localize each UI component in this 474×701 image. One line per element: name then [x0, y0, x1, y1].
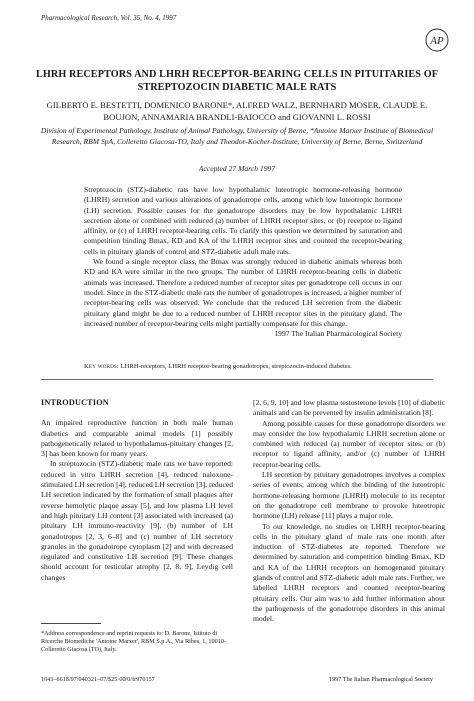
intro-paragraph-3: [2, 6, 9, 10] and low plasma testosterone levels [10] of diabetic animals and can be prevented by insulin administration [8]. [253, 398, 445, 418]
abstract-paragraph-2: We found a single receptor class, the Bmax was strongly reduced in diabetic animals whereas both KD and KA were similar in the two groups. The number of LHRH receptor-bearing cells in diabetic animals was increased. Therefore a reduced number of receptor sites per gonadotrope cell occurs in our model. Since in the STZ-diabetic male rats the number of gonadotropes is increased, a higher number of receptor-bearing cells was observed. We conclude that the reduced LH secretion from the diabetic pituitary gland might be due to a reduced number of LHRH receptor sites in the pituitary gland. The increased number of receptor-bearing cells might partially compensate for this change. [84, 257, 402, 328]
intro-paragraph-5: LH secretion by pituitary gonadotropes involves a complex series of events, among which the binding of the luteotropic hormone-releasing hormone (LHRH) molecule to its receptor on the gonadotrope cell membrane to provoke luteotropic hormone (LH) release [11] plays a major role. [253, 470, 445, 521]
publisher-logo-icon [425, 28, 449, 52]
keywords-label: Key words: [84, 363, 119, 370]
introduction-heading: INTRODUCTION [41, 398, 109, 407]
abstract-copyright: 1997 The Italian Pharmacological Society [274, 329, 402, 339]
intro-paragraph-4: Among possible causes for these gonadotrope disorders we may consider the low hypothalamic LHRH secretion alone or combined with reduced (a) number of receptor sites, or (b) receptor to ligand affinity, and/or (c) number of LHRH receptor-bearing cells. [253, 418, 445, 469]
intro-paragraph-6: To our knowledge, no studies on LHRH receptor-bearing cells in the pituitary gland of male rats one month after induction of STZ-diabetes are reported. Therefore we determined by saturation and competition binding Bmax, KD and KA of the LHRH receptors on homogenated pituitary glands of control and STZ-diabetic adult male rats. Further, we labelled LHRH receptors and counted receptor-bearing pituitary cells. Our aim was to add further information about the pathogenesis of the gonadotrope disorders in this animal model. [253, 521, 445, 624]
footer-code: 1043–6618/97/040321–07/$25·00/0/fr970157 [41, 676, 155, 683]
author-list: GILBERTO E. BESTETTI, DOMENICO BARONE*, ALFRED WALZ, BERNHARD MOSER, CLAUDE E. BOUJON, ANNAMARIA BRANDLI-BAIOCCO and GIOVANNI L. ROSSI [46, 100, 428, 122]
abstract [84, 185, 402, 339]
intro-paragraph-1: An impaired reproductive function in both male human diabetics and comparable animal models [1] possibly pathogenetically related to hypothalamus-pituitary changes [2, 3] has been known for many years. [41, 418, 233, 459]
page-footer [41, 676, 433, 683]
section-divider [41, 379, 433, 380]
left-column [41, 398, 233, 583]
right-column [253, 398, 445, 625]
svg-text:AP: AP [430, 35, 444, 47]
keywords [84, 362, 402, 371]
abstract-paragraph-1: Streptozocin (STZ)-diabetic rats have low hypothalamic luteotropic hormone-releasing hormone (LHRH) secretion and various alterations of gonadotrope cells, among which low luteotropic hormone (LH) secretion. Possible causes for the gonadotrope disorders may be low hypothalamic LHRH secretion alone or combined with reduced (a) number of LHRH receptor sites, or (b) receptor to ligand affinity, or (c) of LHRH receptor-bearing cells. To clarify this question we determined by saturation and competition binding Bmax, KD and KA of the LHRH receptor sites and counted the receptor-bearing cells in pituitary glands of control and STZ-diabetic adult male rats. [84, 185, 402, 256]
footnote-divider [41, 623, 101, 624]
affiliations: Division of Experimental Pathology, Institute of Animal Pathology, University of Berne, *Antoine Marxer Institute of Biomedical Research, RBM SpA, Colleretto Giacosa-TO, Italy and Theodor-Kocher-Institute, University of Berne, Berne, Switzerland [40, 126, 434, 146]
keywords-text: LHRH-receptors, LHRH receptor-bearing gonadotropes, streptozocin-induced diabetes. [120, 363, 352, 370]
journal-citation: Pharmacological Research, Vol. 35, No. 4, 1997 [41, 14, 177, 22]
article-title: LHRH RECEPTORS AND LHRH RECEPTOR-BEARING CELLS IN PITUITARIES OF STREPTOZOCIN DIABETIC MALE RATS [35, 69, 439, 93]
intro-paragraph-2: In streptozocin (STZ)-diabetic male rats we have reported: reduced in vitro LHRH secretion [4], reduced naloxone-stimulated LH secretion [4], reduced LH secretion [3], reduced LH secretion indicated by the formation of small plaques after reverse hemolytic plaque assay [5], and low plasma LH level and high pituitary LH content [3] associated with increased (a) pituitary LH immuno-reactivity [9], (b) number of LH gonadotropes [2, 3, 6–8] and (c) number of LH secretory granules in the gonadotrope cytoplasm [2] and with decreased regulated and constitutive LH secretion [9]. These changes should account for testicular atrophy [2, 8, 9], Leydig cell changes [41, 459, 233, 582]
accepted-date: Accepted 27 March 1997 [198, 164, 276, 173]
footer-copyright: 1997 The Italian Pharmacological Society [328, 676, 433, 683]
correspondence-footnote: *Address correspondence and reprint requests to: D. Barone, Istituto di Ricerche Biomediche 'Antoine Marxer', RBM S.p.A., Via Ribes, 1, 10010–Colleretto Giacosa (TO), Italy. [41, 630, 227, 653]
